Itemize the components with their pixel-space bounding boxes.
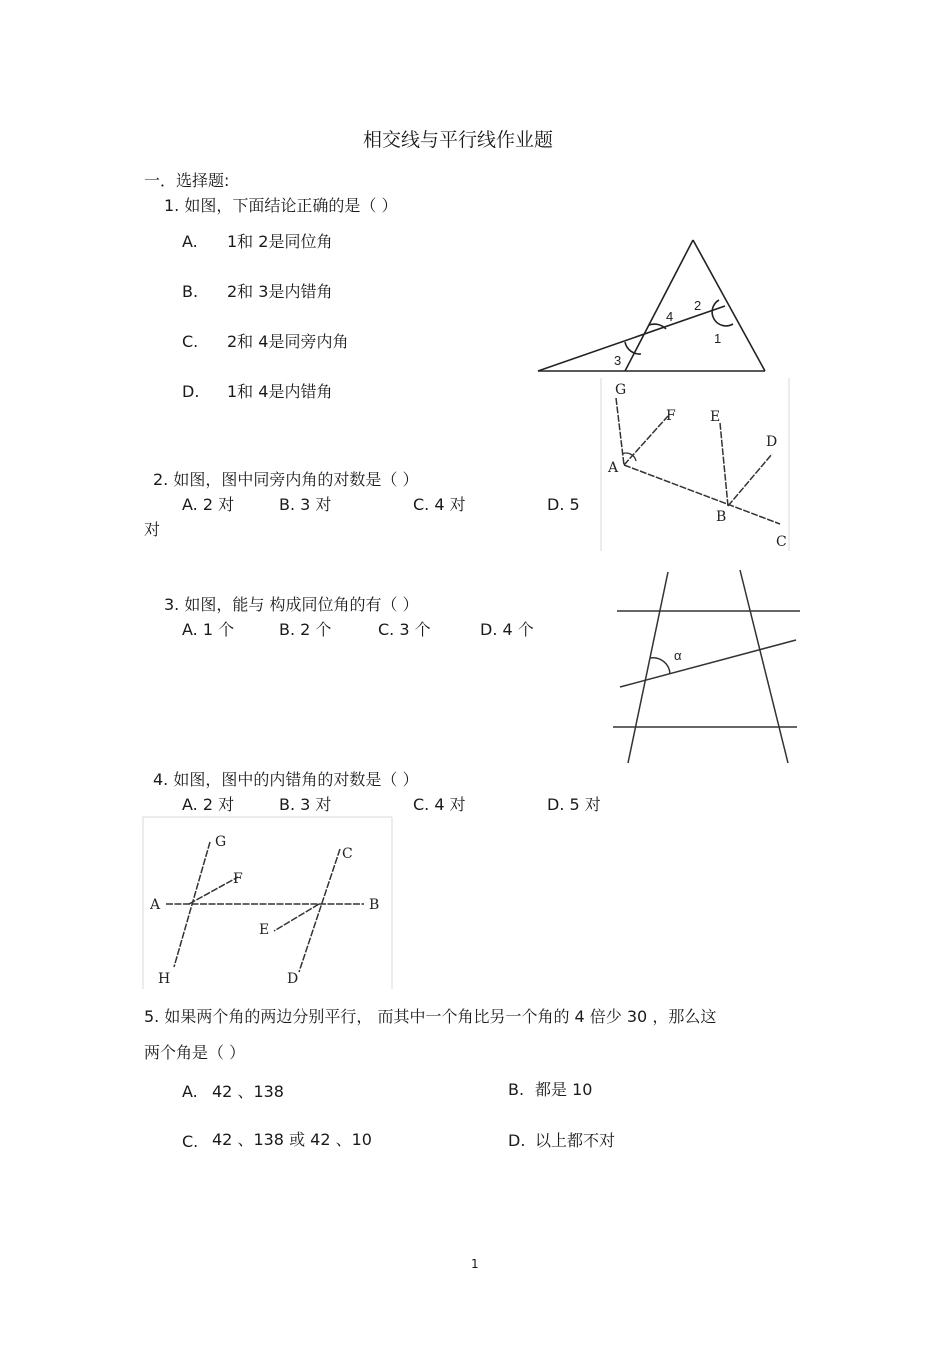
- q5-option-c-text: 42 、138 或 42 、10: [212, 1130, 372, 1149]
- q2-option-c: C. 4 对: [413, 495, 466, 514]
- ray-BE: [720, 423, 728, 506]
- q1-option-b-text: 2和 3是内错角: [227, 282, 333, 301]
- q4-option-c: C. 4 对: [413, 795, 466, 814]
- point-label-G: G: [615, 382, 627, 398]
- q1-option-b-letter: B.: [182, 282, 199, 301]
- left-slanted-line: [628, 572, 668, 763]
- point-label-F: F: [233, 871, 243, 887]
- q5-option-b-text: 都是 10: [535, 1080, 593, 1099]
- q5-option-a-text: 42 、138: [212, 1082, 284, 1101]
- figure-3-lines: [610, 568, 805, 766]
- question-2-stem: 2. 如图，图中同旁内角的对数是（ ）: [153, 470, 419, 489]
- q3-option-d: D. 4 个: [480, 620, 534, 639]
- figure-1-triangle: [530, 230, 775, 380]
- q5-option-d-letter: D.: [508, 1131, 526, 1150]
- q4-option-d: D. 5 对: [547, 795, 601, 814]
- page-title: 相交线与平行线作业题: [363, 129, 554, 151]
- q4-option-b: B. 3 对: [279, 795, 332, 814]
- q5-option-a-letter: A.: [182, 1082, 198, 1101]
- point-label-A: A: [608, 460, 619, 476]
- line-AC: [624, 465, 780, 524]
- q1-option-c-text: 2和 4是同旁内角: [227, 332, 349, 351]
- triangle-right-side: [693, 240, 765, 371]
- section-heading: 一．选择题:: [144, 171, 230, 190]
- figure-4-lines: [142, 817, 394, 990]
- page-number: 1: [471, 1257, 479, 1271]
- q4-option-a: A. 2 对: [182, 795, 235, 814]
- point-label-C: C: [342, 846, 353, 862]
- angle-label-alpha: α: [674, 648, 682, 663]
- q2-option-b: B. 3 对: [279, 495, 332, 514]
- question-3-stem: 3. 如图，能与 构成同位角的有（ ）: [164, 595, 419, 614]
- angle-label-2: 2: [694, 298, 702, 313]
- question-5-stem-line-1: 5. 如果两个角的两边分别平行， 而其中一个角比另一个角的 4 倍少 30 ，那么这: [144, 1007, 717, 1026]
- point-label-F: F: [666, 408, 676, 424]
- point-label-D: D: [766, 434, 778, 450]
- point-label-A: A: [150, 897, 161, 913]
- question-1-stem: 1. 如图，下面结论正确的是（ ）: [164, 196, 398, 215]
- q1-option-c-letter: C.: [182, 332, 199, 351]
- ray-F: [189, 877, 238, 904]
- angle-4-arc: [649, 324, 666, 329]
- angle-label-1: 1: [714, 331, 722, 346]
- point-label-G: G: [215, 834, 227, 850]
- figure-2-rays: [600, 378, 792, 552]
- q2-option-a: A. 2 对: [182, 495, 235, 514]
- q1-option-d-letter: D.: [182, 382, 200, 401]
- angle-label-3: 3: [614, 353, 622, 368]
- ray-BD: [728, 454, 772, 506]
- q3-option-a: A. 1 个: [182, 620, 235, 639]
- angle-label-4: 4: [666, 309, 674, 324]
- ray-AF: [624, 416, 668, 465]
- q5-option-c-letter: C.: [182, 1132, 199, 1151]
- q3-option-b: B. 2 个: [279, 620, 332, 639]
- point-label-C: C: [776, 534, 787, 550]
- point-label-E: E: [259, 922, 270, 938]
- q1-option-a-letter: A.: [182, 232, 198, 251]
- point-label-B: B: [716, 509, 727, 525]
- angle-1-2-arc: [712, 300, 733, 326]
- point-label-H: H: [158, 971, 171, 987]
- ray-AG: [616, 398, 624, 465]
- point-label-B: B: [369, 897, 380, 913]
- question-5-stem-line-2: 两个角是（ ）: [144, 1043, 246, 1062]
- q3-option-c: C. 3 个: [378, 620, 431, 639]
- q5-option-d-text: 以上都不对: [535, 1131, 616, 1150]
- alpha-angle-arc: [650, 658, 670, 674]
- right-slanted-line: [740, 570, 788, 763]
- line-CD: [299, 849, 340, 972]
- q5-option-b-letter: B.: [508, 1080, 525, 1099]
- transversal-line: [538, 306, 725, 371]
- triangle-left-side: [625, 240, 693, 371]
- q1-option-d-text: 1和 4是内错角: [227, 382, 333, 401]
- point-label-E: E: [710, 409, 721, 425]
- question-4-stem: 4. 如图，图中的内错角的对数是（ ）: [153, 770, 419, 789]
- q2-option-d-wrap: 对: [144, 520, 161, 539]
- q1-option-a-text: 1和 2是同位角: [227, 232, 333, 251]
- transversal-line: [620, 640, 796, 687]
- point-label-D: D: [287, 971, 299, 987]
- ray-E: [274, 904, 319, 931]
- q2-option-d: D. 5: [547, 495, 580, 514]
